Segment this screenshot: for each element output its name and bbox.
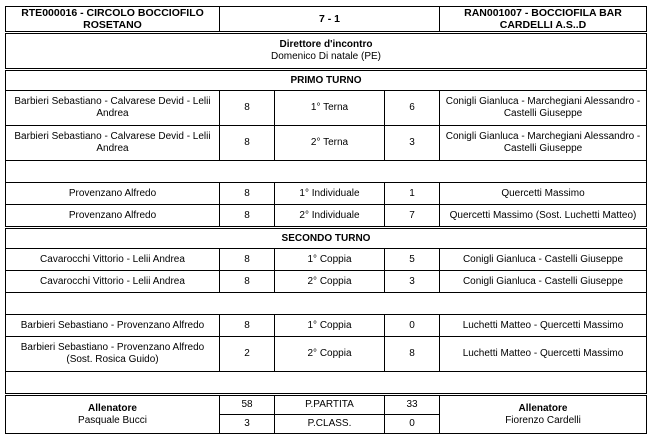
spacer-cell: [6, 161, 647, 183]
home-coach-name: Pasquale Bucci: [78, 414, 147, 426]
game-type: 2° Terna: [275, 126, 385, 161]
away-score: 6: [385, 91, 440, 126]
match-row: [6, 91, 647, 126]
director-title: Direttore d'incontro: [279, 39, 373, 50]
home-score: 8: [220, 249, 275, 271]
game-type: 1° Terna: [275, 91, 385, 126]
game-type: 1° Coppia: [275, 249, 385, 271]
game-type: 2° Individuale: [275, 205, 385, 228]
away-players: Luchetti Matteo - Quercetti Massimo: [440, 337, 647, 372]
class-home: 3: [220, 415, 275, 434]
primo-turno-row: [6, 70, 647, 91]
home-coach-label: Allenatore: [88, 402, 137, 414]
away-players: Luchetti Matteo - Quercetti Massimo: [440, 315, 647, 337]
home-players: Provenzano Alfredo: [6, 183, 220, 205]
director-cell: [6, 33, 647, 70]
game-type: 2° Coppia: [275, 271, 385, 293]
partita-away: 33: [385, 395, 440, 415]
director-name: Domenico Di natale (PE): [270, 51, 382, 62]
away-team: RAN001007 - BOCCIOFILA BAR CARDELLI A.S..D: [440, 7, 647, 33]
home-score: 8: [220, 315, 275, 337]
match-score: 7 - 1: [220, 7, 440, 33]
home-players: Barbieri Sebastiano - Calvarese Devid - Lelii Andrea: [6, 91, 220, 126]
away-score: 8: [385, 337, 440, 372]
match-report-table: [5, 6, 647, 434]
home-score: 2: [220, 337, 275, 372]
game-type: 2° Coppia: [275, 337, 385, 372]
home-score: 8: [220, 91, 275, 126]
away-score: 0: [385, 315, 440, 337]
away-players: Conigli Gianluca - Marchegiani Alessandro - Castelli Giuseppe: [440, 126, 647, 161]
home-score: 8: [220, 183, 275, 205]
home-players: Barbieri Sebastiano - Calvarese Devid - Lelii Andrea: [6, 126, 220, 161]
away-coach-cell: [440, 395, 647, 434]
away-coach-name: Fiorenzo Cardelli: [505, 414, 581, 426]
away-score: 7: [385, 205, 440, 228]
home-score: 8: [220, 205, 275, 228]
footer-row-partita: [6, 395, 647, 415]
match-row: [6, 205, 647, 228]
spacer-row: [6, 161, 647, 183]
match-row: [6, 249, 647, 271]
spacer-cell: [6, 372, 647, 395]
match-row: [6, 126, 647, 161]
secondo-turno-row: [6, 228, 647, 249]
home-players: Barbieri Sebastiano - Provenzano Alfredo: [6, 315, 220, 337]
away-score: 3: [385, 126, 440, 161]
class-label: P.CLASS.: [275, 415, 385, 434]
spacer-row: [6, 372, 647, 395]
match-row: [6, 315, 647, 337]
away-players: Quercetti Massimo: [440, 183, 647, 205]
class-away: 0: [385, 415, 440, 434]
match-row: [6, 183, 647, 205]
home-players: Cavarocchi Vittorio - Lelii Andrea: [6, 249, 220, 271]
away-score: 5: [385, 249, 440, 271]
away-score: 1: [385, 183, 440, 205]
home-score: 8: [220, 271, 275, 293]
spacer-row: [6, 293, 647, 315]
away-coach-label: Allenatore: [518, 402, 568, 414]
game-type: 1° Individuale: [275, 183, 385, 205]
partita-home: 58: [220, 395, 275, 415]
home-score: 8: [220, 126, 275, 161]
secondo-turno-title: SECONDO TURNO: [6, 228, 647, 249]
primo-turno-title: PRIMO TURNO: [6, 70, 647, 91]
spacer-cell: [6, 293, 647, 315]
away-players: Conigli Gianluca - Castelli Giuseppe: [440, 271, 647, 293]
away-players: Quercetti Massimo (Sost. Luchetti Matteo): [440, 205, 647, 228]
header-row: [6, 7, 647, 33]
home-players: Provenzano Alfredo: [6, 205, 220, 228]
partita-label: P.PARTITA: [275, 395, 385, 415]
away-score: 3: [385, 271, 440, 293]
home-team: RTE000016 - CIRCOLO BOCCIOFILO ROSETANO: [6, 7, 220, 33]
home-players: Barbieri Sebastiano - Provenzano Alfredo (Sost. Rosica Guido): [6, 337, 220, 372]
away-players: Conigli Gianluca - Castelli Giuseppe: [440, 249, 647, 271]
home-players: Cavarocchi Vittorio - Lelii Andrea: [6, 271, 220, 293]
match-row: [6, 271, 647, 293]
match-row: [6, 337, 647, 372]
home-coach-cell: [6, 395, 220, 434]
away-players: Conigli Gianluca - Marchegiani Alessandro - Castelli Giuseppe: [440, 91, 647, 126]
game-type: 1° Coppia: [275, 315, 385, 337]
director-row: [6, 33, 647, 70]
